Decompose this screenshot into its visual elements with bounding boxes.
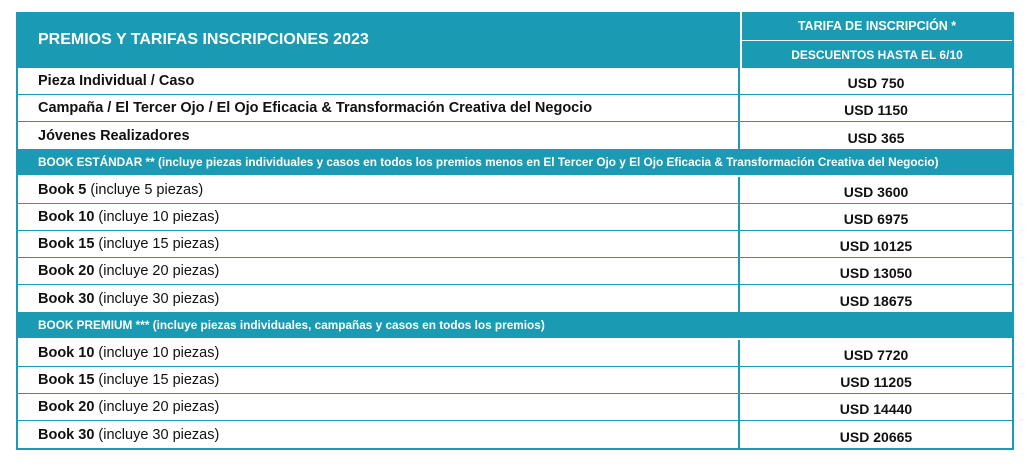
table-row [18, 231, 1012, 258]
row-price: USD 1150 [844, 102, 908, 118]
section-book-premium: BOOK PREMIUM *** (incluye piezas individuales, campañas y casos en todos los premios) [18, 312, 1012, 340]
row-price: USD 6975 [843, 211, 909, 227]
table-row [18, 367, 1012, 394]
row-detail: (incluye 15 piezas) [98, 236, 220, 252]
table-row [18, 258, 1012, 285]
pricing-table [16, 12, 1014, 450]
table-row [18, 177, 1012, 204]
table-row [18, 95, 1012, 122]
row-name: Book 20 [38, 399, 95, 415]
row-name: Book 5 [38, 182, 87, 198]
row-name: Book 15 [38, 372, 95, 388]
row-price: USD 750 [847, 75, 905, 91]
row-price: USD 14440 [839, 401, 913, 417]
row-detail: (incluye 10 piezas) [98, 209, 220, 225]
table-title: PREMIOS Y TARIFAS INSCRIPCIONES 2023 [38, 31, 369, 48]
discount-label: DESCUENTOS HASTA EL 6/10 [791, 47, 963, 62]
row-price: USD 20665 [839, 428, 913, 445]
row-detail: (incluye 20 piezas) [98, 399, 220, 415]
row-price: USD 3600 [843, 184, 909, 200]
row-price: USD 18675 [839, 292, 913, 309]
row-name: Jóvenes Realizadores [38, 127, 190, 144]
table-row [18, 340, 1012, 367]
row-price: USD 10125 [839, 238, 913, 254]
row-detail: (incluye 20 piezas) [98, 263, 220, 279]
row-detail: (incluye 5 piezas) [90, 182, 204, 198]
table-row [18, 204, 1012, 231]
table-row [18, 122, 1012, 149]
row-name: Book 10 [38, 345, 95, 361]
row-detail: (incluye 10 piezas) [98, 345, 220, 361]
row-name: Book 30 [38, 426, 95, 443]
row-name: Campaña / El Tercer Ojo / El Ojo Eficacia & Transformación Creativa del Negocio [38, 100, 593, 116]
row-price: USD 7720 [843, 347, 909, 363]
row-name: Book 15 [38, 236, 95, 252]
row-detail: (incluye 15 piezas) [98, 372, 220, 388]
table-row [18, 68, 1012, 95]
row-name: Pieza Individual / Caso [38, 73, 195, 89]
row-price: USD 365 [847, 129, 905, 146]
row-name: Book 30 [38, 290, 95, 307]
section-book-standard: BOOK ESTÁNDAR ** (incluye piezas individuales y casos en todos los premios menos en El Tercer Ojo y El Ojo Eficacia & Transformación Creativa del Negocio) [18, 149, 1012, 177]
fee-header [740, 12, 1012, 68]
row-price: USD 13050 [839, 265, 913, 281]
table-row [18, 394, 1012, 421]
row-detail: (incluye 30 piezas) [98, 426, 220, 443]
row-name: Book 10 [38, 209, 95, 225]
row-price: USD 11205 [840, 374, 912, 390]
row-detail: (incluye 30 piezas) [98, 290, 220, 307]
row-name: Book 20 [38, 263, 95, 279]
fee-label: TARIFA DE INSCRIPCIÓN * [742, 12, 1012, 41]
table-header [18, 12, 1012, 68]
table-row [18, 285, 1012, 312]
table-row [18, 421, 1012, 448]
